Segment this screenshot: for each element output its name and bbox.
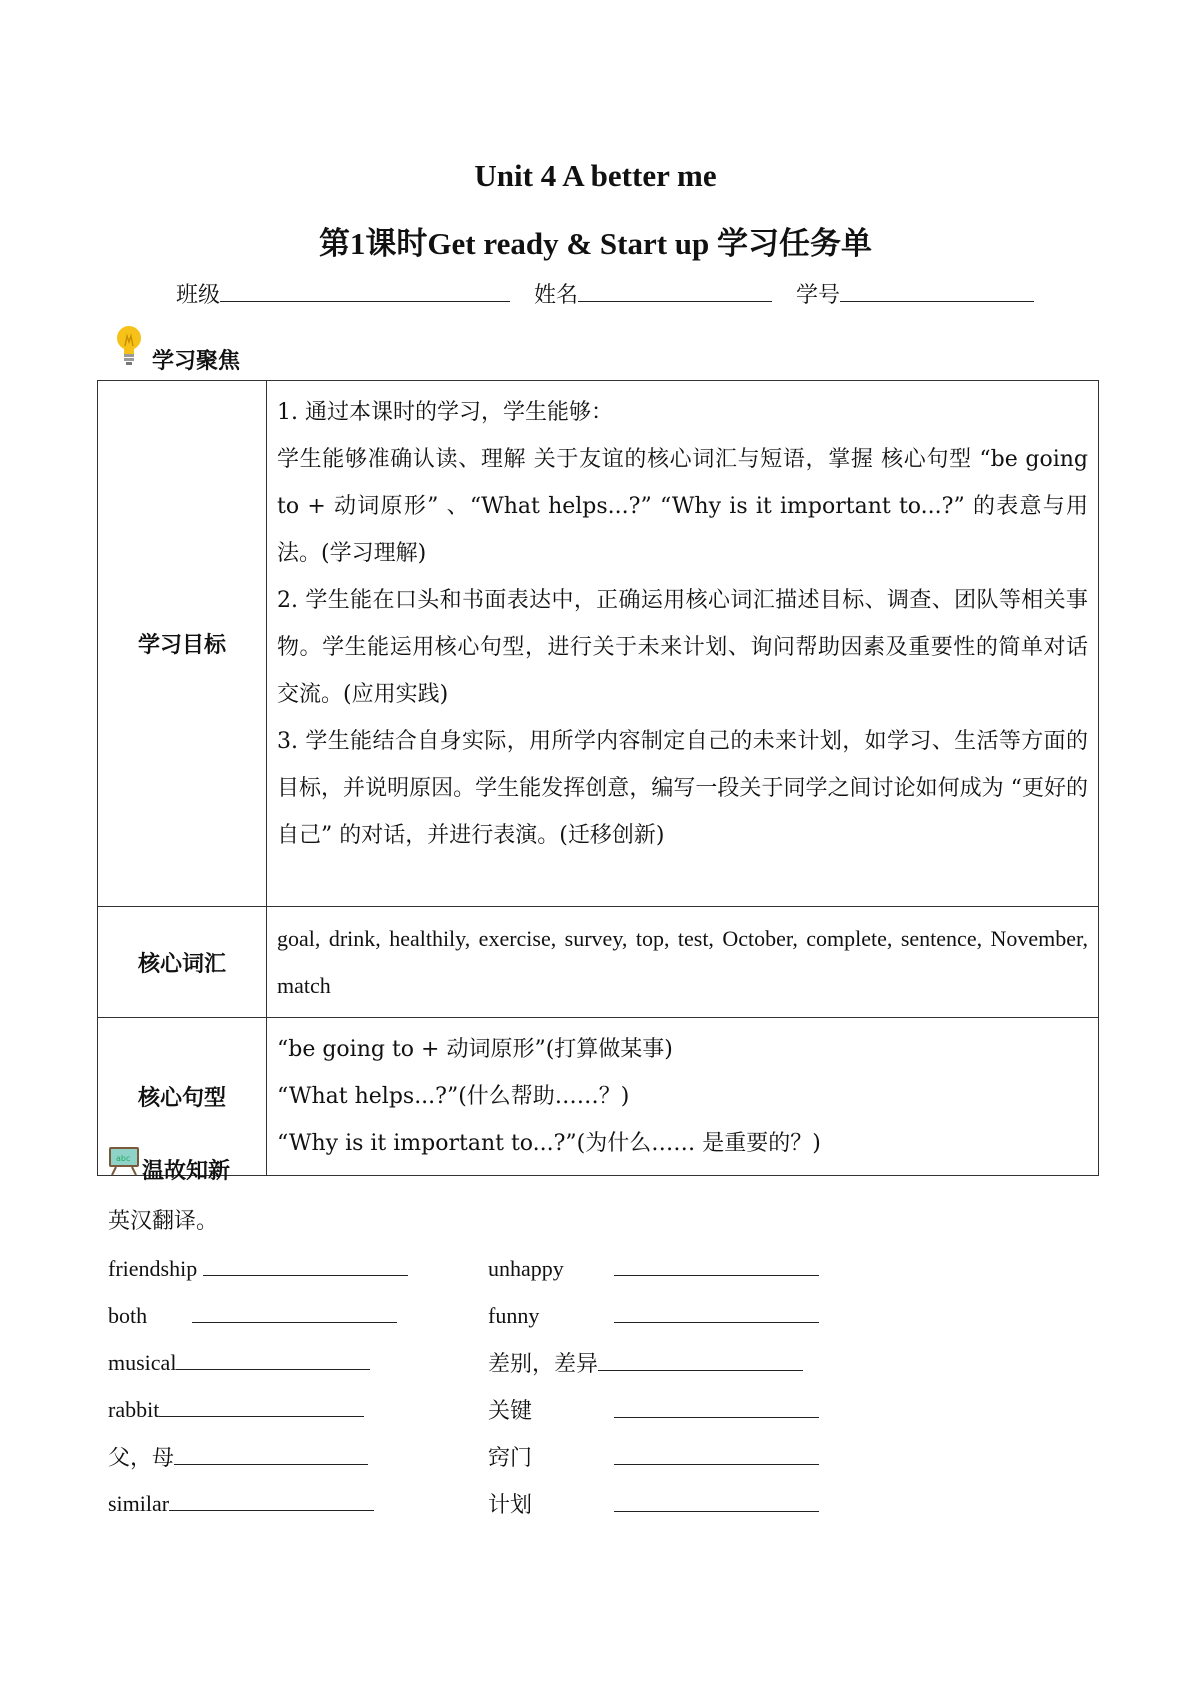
list-item: funny bbox=[488, 1300, 819, 1329]
answer-blank[interactable] bbox=[203, 1253, 408, 1276]
list-item: friendship bbox=[108, 1253, 408, 1282]
class-label: 班级 bbox=[176, 283, 221, 308]
sentence-line: “be going to + 动词原形”(打算做某事) bbox=[277, 1037, 673, 1062]
goal-line: 2. 学生能在口头和书面表达中，正确运用核心词汇描述目标、调查、团队等相关事物。学生能运用核心句型，进行关于未来计划、询问帮助因素及重要性的简单对话交流。(应用实践) bbox=[277, 588, 1088, 707]
page-subtitle: 第1课时Get ready & Start up 学习任务单 bbox=[318, 226, 873, 261]
sentence-line: “Why is it important to...?”(为什么…… 是重要的？) bbox=[277, 1131, 821, 1156]
list-item: both bbox=[108, 1300, 397, 1329]
blackboard-icon bbox=[108, 1146, 140, 1176]
svg-text:abc: abc bbox=[116, 1154, 131, 1163]
list-item: musical bbox=[108, 1347, 370, 1376]
id-field[interactable] bbox=[840, 279, 1034, 302]
answer-blank[interactable] bbox=[159, 1394, 364, 1417]
page-title: Unit 4 A better me bbox=[474, 158, 717, 193]
list-item: similar bbox=[108, 1488, 374, 1517]
goal-line: 1. 通过本课时的学习，学生能够： bbox=[277, 400, 613, 425]
answer-blank[interactable] bbox=[614, 1395, 819, 1418]
name-label: 姓名 bbox=[534, 283, 579, 308]
id-label: 学号 bbox=[796, 283, 841, 308]
vocab-content: goal, drink, healthily, exercise, survey, top, test, October, complete, sentence, November, match bbox=[267, 907, 1099, 1018]
vocab-label: 核心词汇 bbox=[98, 907, 267, 1018]
answer-blank[interactable] bbox=[598, 1348, 803, 1371]
answer-blank[interactable] bbox=[614, 1253, 819, 1276]
goals-row bbox=[98, 381, 1099, 907]
vocab-row bbox=[98, 907, 1099, 1018]
student-info-line bbox=[176, 278, 1034, 309]
list-item: 关键 bbox=[488, 1394, 819, 1425]
sentence-line: “What helps...?”(什么帮助……？) bbox=[277, 1084, 630, 1109]
lightbulb-icon bbox=[114, 324, 144, 366]
sentences-label: 核心句型 bbox=[98, 1018, 267, 1176]
review-instruction: 英汉翻译。 bbox=[108, 1209, 219, 1234]
list-item: 计划 bbox=[488, 1488, 819, 1519]
list-item: 窍门 bbox=[488, 1441, 819, 1472]
focus-table bbox=[97, 380, 1099, 1176]
name-field[interactable] bbox=[578, 279, 772, 302]
goal-line: 3. 学生能结合自身实际，用所学内容制定自己的未来计划，如学习、生活等方面的目标，并说明原因。学生能发挥创意，编写一段关于同学之间讨论如何成为 “更好的自己” 的对话，并进行表演。(迁移创新) bbox=[277, 729, 1088, 848]
class-field[interactable] bbox=[220, 279, 510, 302]
answer-blank[interactable] bbox=[614, 1442, 819, 1465]
goal-line: 学生能够准确认读、理解 关于友谊的核心词汇与短语，掌握 核心句型 “be going to + 动词原形” 、“What helps...?” “Why is it important to...?” 的表意与用法。(学习理解) bbox=[277, 447, 1088, 566]
answer-blank[interactable] bbox=[169, 1488, 374, 1511]
answer-blank[interactable] bbox=[174, 1442, 368, 1465]
sentences-row bbox=[98, 1018, 1099, 1176]
list-item: rabbit bbox=[108, 1394, 364, 1423]
answer-blank[interactable] bbox=[192, 1300, 397, 1323]
answer-blank[interactable] bbox=[614, 1489, 819, 1512]
list-item: 差别，差异 bbox=[488, 1347, 803, 1378]
answer-blank[interactable] bbox=[614, 1300, 819, 1323]
goals-content bbox=[267, 381, 1099, 907]
answer-blank[interactable] bbox=[176, 1347, 370, 1370]
list-item: unhappy bbox=[488, 1253, 819, 1282]
sentences-content bbox=[267, 1018, 1099, 1176]
focus-heading: 学习聚焦 bbox=[152, 348, 241, 374]
review-heading: 温故知新 bbox=[142, 1158, 231, 1184]
goals-label: 学习目标 bbox=[98, 381, 267, 907]
list-item: 父，母 bbox=[108, 1441, 368, 1472]
